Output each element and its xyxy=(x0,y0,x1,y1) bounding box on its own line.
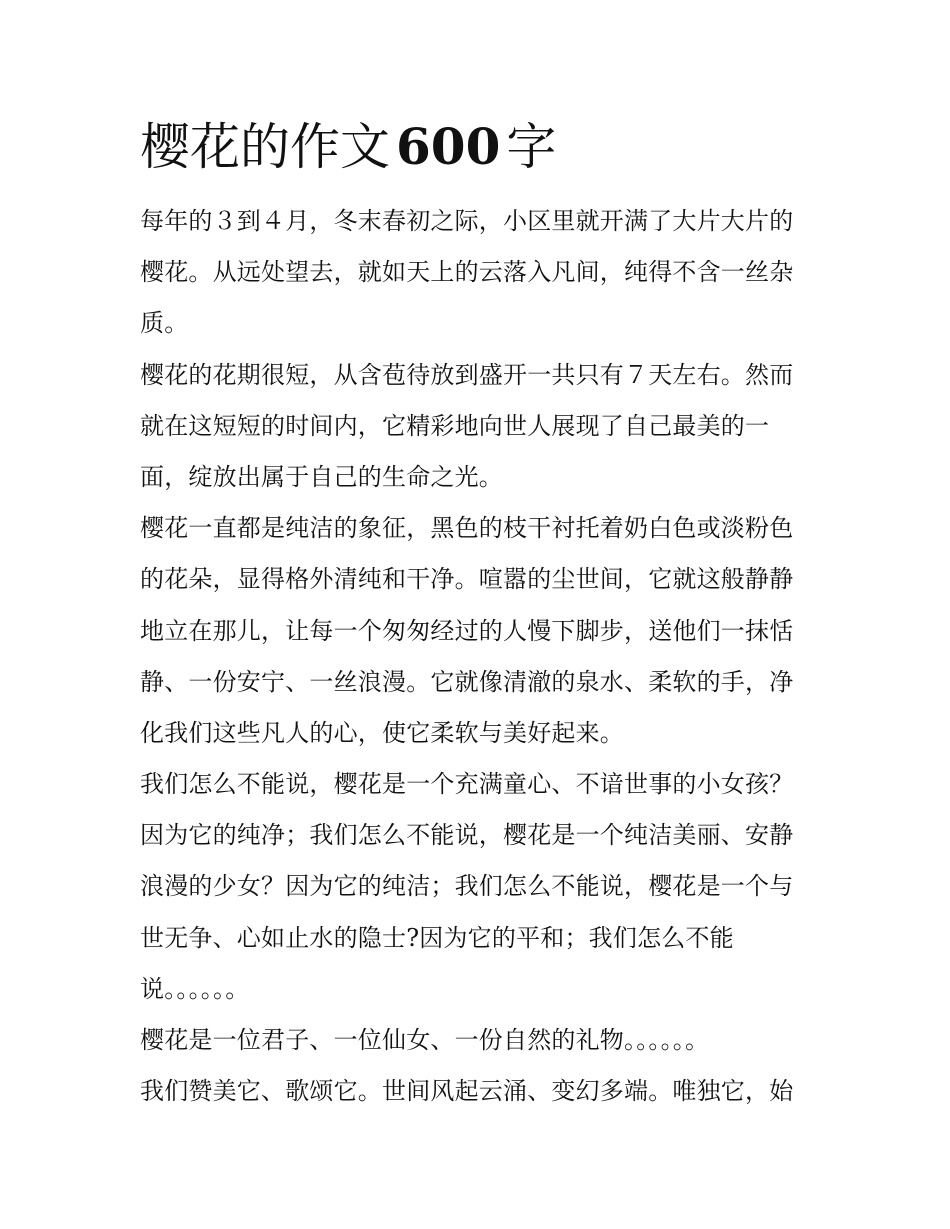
text-line: 的花朵，显得格外清纯和干净。喧嚣的尘世间，它就这般静静 xyxy=(140,565,794,594)
title-suffix: 字 xyxy=(506,118,557,176)
text-line: 每年的３到４月，冬末春初之际，小区里就开满了大片大片的 xyxy=(140,207,794,235)
text-line: 化我们这些凡人的心，使它柔软与美好起来。 xyxy=(140,718,624,747)
title-number: 600 xyxy=(396,117,501,176)
text-line: 浪漫的少女？因为它的纯洁；我们怎么不能说，樱花是一个与 xyxy=(140,872,794,901)
text-line: 质。 xyxy=(140,309,189,338)
text-line: 面，绽放出属于自己的生命之光。 xyxy=(140,462,503,491)
document-title xyxy=(140,112,556,182)
text-line: 我们怎么不能说，樱花是一个充满童心、不谙世事的小女孩？ xyxy=(140,770,794,799)
text-line: 樱花。从远处望去，就如天上的云落入凡间，纯得不含一丝杂 xyxy=(140,258,794,287)
text-line: 世无争、心如止水的隐士?因为它的平和；我们怎么不能 xyxy=(140,923,734,952)
text-line: 说。。。。。。 xyxy=(140,974,250,1003)
title-text: 樱花的作文 xyxy=(140,118,390,176)
text-line: 樱花是一位君子、一位仙女、一份自然的礼物。。。。。。 xyxy=(140,1026,710,1054)
text-line: 就在这短短的时间内，它精彩地向世人展现了自己最美的一 xyxy=(140,411,770,440)
text-line: 地立在那儿，让每一个匆匆经过的人慢下脚步，送他们一抹恬 xyxy=(140,616,794,645)
text-line: 我们赞美它、歌颂它。世间风起云涌、变幻多端。唯独它，始 xyxy=(140,1077,794,1106)
text-line: 樱花一直都是纯洁的象征，黑色的枝干衬托着奶白色或淡粉色 xyxy=(140,514,794,543)
text-line: 因为它的纯净；我们怎么不能说，樱花是一个纯洁美丽、安静 xyxy=(140,821,794,850)
essay-body xyxy=(140,196,820,1117)
text-line: 静、一份安宁、一丝浪漫。它就像清澈的泉水、柔软的手，净 xyxy=(140,667,794,696)
text-line: 樱花的花期很短，从含苞待放到盛开一共只有７天左右。然而 xyxy=(140,360,794,389)
